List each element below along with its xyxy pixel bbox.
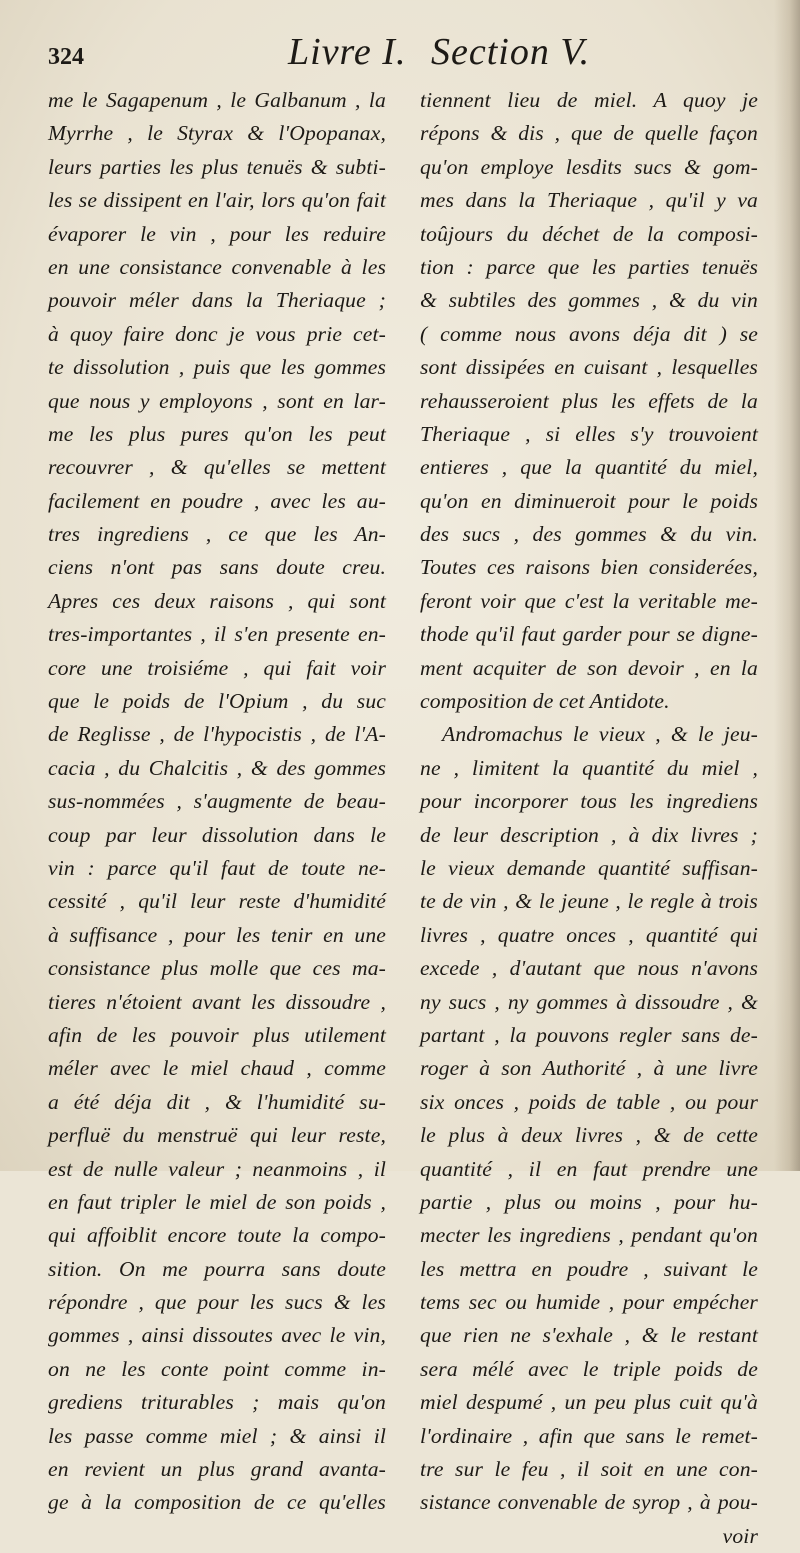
text-line: recouvrer , & qu'elles se mettent — [48, 455, 386, 480]
text-line: ( comme nous avons déja dit ) se — [420, 321, 758, 346]
text-line: ne , limitent la quantité du miel , — [420, 755, 758, 780]
right-text-column — [420, 84, 758, 1553]
text-line: quantité , il en faut prendre une — [420, 1156, 758, 1181]
text-line: en revient un plus grand avanta- — [48, 1457, 386, 1482]
text-line: les passe comme miel ; & ainsi il — [48, 1423, 386, 1448]
text-line: a été déja dit , & l'humidité su- — [48, 1089, 386, 1114]
text-line: sistance convenable de syrop , à pou- — [420, 1490, 758, 1515]
text-line: tems sec ou humide , pour empécher — [420, 1290, 758, 1315]
text-line: évaporer le vin , pour les reduire — [48, 221, 386, 246]
text-line: six onces , poids de table , ou pour — [420, 1089, 758, 1114]
running-head-section: Section V. — [430, 31, 591, 73]
text-line: tre sur le feu , il soit en une con- — [420, 1457, 758, 1482]
text-line: Toutes ces raisons bien considerées, — [420, 555, 758, 580]
text-line: qui affoiblit encore toute la compo- — [48, 1223, 386, 1248]
text-line: ciens n'ont pas sans doute creu. — [48, 555, 386, 580]
text-line: composition de cet Antidote. — [420, 689, 670, 714]
text-line: cacia , du Chalcitis , & des gommes — [48, 755, 386, 780]
text-line: l'ordinaire , afin que sans le remet- — [420, 1423, 758, 1448]
text-line: qu'on en diminueroit pour le poids — [420, 488, 758, 513]
text-line: pouvoir méler dans la Theriaque ; — [48, 288, 386, 313]
text-line: te de vin , & le jeune , le regle à trois — [420, 889, 758, 914]
text-line: leurs parties les plus tenuës & subti- — [48, 154, 386, 179]
text-line: miel despumé , un peu plus cuit qu'à — [420, 1390, 758, 1415]
text-line: de Reglisse , de l'hypocistis , de l'A- — [48, 722, 386, 747]
text-line: sus-nommées , s'augmente de beau- — [48, 789, 386, 814]
text-line: tieres n'étoient avant les dissoudre , — [48, 989, 386, 1014]
text-line: Apres ces deux raisons , qui sont — [48, 588, 386, 613]
text-line: excede , d'autant que nous n'avons — [420, 956, 758, 981]
text-line: me les plus pures qu'on les peut — [48, 421, 386, 446]
text-line: répondre , que pour les sucs & les — [48, 1290, 386, 1315]
text-line: sition. On me pourra sans doute — [48, 1256, 386, 1281]
text-line: & subtiles des gommes , & du vin — [420, 288, 758, 313]
page-gutter-shadow — [774, 0, 800, 1171]
page-number: 324 — [48, 44, 84, 70]
text-line: partant , la pouvons regler sans de- — [420, 1022, 758, 1047]
text-line: le plus à deux livres , & de cette — [420, 1123, 758, 1148]
text-line: core une troisiéme , qui fait voir — [48, 655, 386, 680]
running-head-book: Livre I. — [288, 31, 407, 73]
text-line: gommes , ainsi dissoutes avec le vin, — [48, 1323, 386, 1348]
text-line: on ne les conte point comme in- — [48, 1356, 386, 1381]
text-line: le vieux demande quantité suffisan- — [420, 855, 758, 880]
text-line: Andromachus le vieux , & le jeu- — [442, 722, 758, 747]
text-line: sont dissipées en cuisant , lesquelles — [420, 355, 758, 380]
text-line: les mettra en poudre , suivant le — [420, 1256, 758, 1281]
text-line: que rien ne s'exhale , & le restant — [420, 1323, 758, 1348]
text-line: rehausseroient plus les effets de la — [420, 388, 758, 413]
text-line: qu'on employe lesdits sucs & gom- — [420, 154, 758, 179]
text-line: grediens triturables ; mais qu'on — [48, 1390, 386, 1415]
text-line: feront voir que c'est la veritable me- — [420, 588, 758, 613]
text-line: thode qu'il faut garder pour se digne- — [420, 622, 758, 647]
text-line: ge à la composition de ce qu'elles — [48, 1490, 386, 1515]
left-text-column — [48, 84, 386, 1520]
text-line: vin : parce qu'il faut de toute ne- — [48, 855, 386, 880]
text-line: coup par leur dissolution dans le — [48, 822, 386, 847]
text-line: des sucs , des gommes & du vin. — [420, 522, 758, 547]
text-line: te dissolution , puis que les gommes — [48, 355, 386, 380]
text-line: que nous y employons , sont en lar- — [48, 388, 386, 413]
text-line: à suffisance , pour les tenir en une — [48, 922, 386, 947]
text-line: me le Sagapenum , le Galbanum , la — [48, 88, 386, 112]
page-header — [48, 30, 748, 74]
text-line: à quoy faire donc je vous prie cet- — [48, 321, 386, 346]
text-line: en faut tripler le miel de son poids , — [48, 1189, 386, 1214]
text-line: sera mélé avec le triple poids de — [420, 1356, 758, 1381]
running-head — [288, 30, 604, 74]
text-line: est de nulle valeur ; neanmoins , il — [48, 1156, 386, 1181]
text-line: Theriaque , si elles s'y trouvoient — [420, 421, 758, 446]
text-line: mes dans la Theriaque , qu'il y va — [420, 188, 758, 213]
text-line: tion : parce que les parties tenuës — [420, 254, 758, 279]
text-line: de leur description , à dix livres ; — [420, 822, 758, 847]
text-line: que le poids de l'Opium , du suc — [48, 689, 386, 714]
text-line: tres-importantes , il s'en presente en- — [48, 622, 386, 647]
text-line: perfluë du menstruë qui leur reste, — [48, 1123, 386, 1148]
text-line: répons & dis , que de quelle façon — [420, 121, 758, 146]
text-line: Myrrhe , le Styrax & l'Opopanax, — [48, 121, 386, 146]
text-line: livres , quatre onces , quantité qui — [420, 922, 758, 947]
text-line: tiennent lieu de miel. A quoy je — [420, 88, 758, 112]
catchword: voir — [722, 1523, 758, 1548]
text-line: ny sucs , ny gommes à dissoudre , & — [420, 989, 758, 1014]
text-line: mecter les ingrediens , pendant qu'on — [420, 1223, 758, 1248]
text-line: entieres , que la quantité du miel, — [420, 455, 758, 480]
text-line: méler avec le miel chaud , comme — [48, 1056, 386, 1081]
text-line: toûjours du déchet de la composi- — [420, 221, 758, 246]
text-line: afin de les pouvoir plus utilement — [48, 1022, 386, 1047]
text-line: consistance plus molle que ces ma- — [48, 956, 386, 981]
text-line: ment acquiter de son devoir , en la — [420, 655, 758, 680]
text-line: en une consistance convenable à les — [48, 254, 386, 279]
text-line: les se dissipent en l'air, lors qu'on fait — [48, 188, 386, 213]
text-line: partie , plus ou moins , pour hu- — [420, 1189, 758, 1214]
text-line: facilement en poudre , avec les au- — [48, 488, 386, 513]
text-line: cessité , qu'il leur reste d'humidité — [48, 889, 386, 914]
text-line: tres ingrediens , ce que les An- — [48, 522, 386, 547]
text-line: pour incorporer tous les ingrediens — [420, 789, 758, 814]
text-line: roger à son Authorité , à une livre — [420, 1056, 758, 1081]
